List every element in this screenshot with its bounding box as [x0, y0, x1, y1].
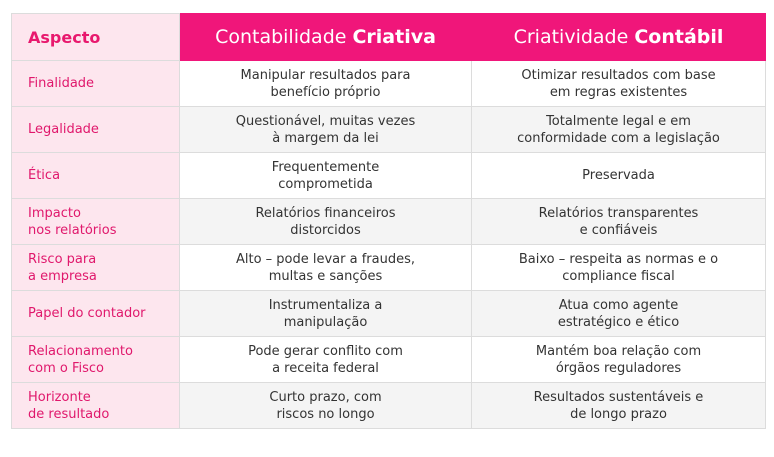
comparison-table-container [11, 13, 765, 429]
criatividade-contabil-cell-line: Totalmente legal e em [546, 113, 691, 129]
contabilidade-criativa-cell-line: Alto – pode levar a fraudes, [235, 251, 416, 267]
header-aspect: Aspecto [12, 14, 180, 61]
contabilidade-criativa-cell-line: distorcidos [290, 222, 361, 238]
table-body [12, 61, 766, 429]
table-row [12, 383, 766, 429]
aspect-cell-line: a empresa [28, 268, 97, 284]
header-col2-bold: Contábil [634, 26, 724, 48]
aspect-cell-line: Risco para [28, 251, 97, 267]
header-col2-regular: Criatividade [513, 26, 635, 48]
contabilidade-criativa-cell [180, 107, 472, 153]
contabilidade-criativa-cell-line: a receita federal [272, 360, 379, 376]
contabilidade-criativa-cell-line: Questionável, muitas vezes [235, 113, 416, 129]
aspect-cell-line: Relacionamento [28, 343, 133, 359]
criatividade-contabil-cell [472, 245, 766, 291]
criatividade-contabil-cell [472, 199, 766, 245]
aspect-cell [12, 153, 180, 199]
criatividade-contabil-cell-line: em regras existentes [549, 84, 688, 100]
table-row [12, 61, 766, 107]
criatividade-contabil-cell [472, 61, 766, 107]
criatividade-contabil-cell [472, 337, 766, 383]
criatividade-contabil-cell [472, 291, 766, 337]
aspect-cell-line: nos relatórios [28, 222, 117, 238]
contabilidade-criativa-cell-line: comprometida [278, 176, 373, 192]
aspect-cell [12, 245, 180, 291]
aspect-cell [12, 107, 180, 153]
contabilidade-criativa-cell-line: Manipular resultados para [240, 67, 411, 83]
contabilidade-criativa-cell-line: manipulação [283, 314, 368, 330]
aspect-cell-line: Impacto [28, 205, 81, 221]
criatividade-contabil-cell-line: e confiáveis [579, 222, 658, 238]
table-row [12, 199, 766, 245]
criatividade-contabil-cell-line: órgãos reguladores [555, 360, 682, 376]
aspect-cell [12, 383, 180, 429]
criatividade-contabil-cell-line: Preservada [582, 168, 655, 183]
aspect-cell-line: Finalidade [28, 76, 95, 91]
aspect-cell-line: Papel do contador [28, 306, 146, 321]
contabilidade-criativa-cell-line: Frequentemente [271, 159, 380, 175]
aspect-cell-line: Legalidade [28, 122, 99, 137]
comparison-table [11, 13, 766, 429]
criatividade-contabil-cell-line: Relatórios transparentes [538, 205, 699, 221]
aspect-cell [12, 199, 180, 245]
table-row [12, 245, 766, 291]
criatividade-contabil-cell-line: conformidade com a legislação [517, 130, 720, 146]
criatividade-contabil-cell [472, 383, 766, 429]
aspect-cell-line: com o Fisco [28, 360, 105, 376]
contabilidade-criativa-cell [180, 61, 472, 107]
table-row [12, 107, 766, 153]
table-row [12, 291, 766, 337]
contabilidade-criativa-cell [180, 153, 472, 199]
criatividade-contabil-cell [472, 153, 766, 199]
aspect-cell [12, 61, 180, 107]
contabilidade-criativa-cell [180, 383, 472, 429]
contabilidade-criativa-cell-line: multas e sanções [268, 268, 383, 284]
criatividade-contabil-cell-line: estratégico e ético [557, 314, 680, 330]
aspect-cell [12, 291, 180, 337]
contabilidade-criativa-cell-line: Instrumentaliza a [268, 297, 383, 313]
header-contabilidade-criativa [180, 14, 472, 61]
criatividade-contabil-cell-line: Resultados sustentáveis e [533, 389, 704, 405]
criatividade-contabil-cell-line: de longo prazo [570, 406, 667, 422]
aspect-cell-line: de resultado [28, 406, 110, 422]
contabilidade-criativa-cell-line: Pode gerar conflito com [248, 343, 403, 359]
contabilidade-criativa-cell-line: à margem da lei [272, 130, 379, 146]
header-criatividade-contabil [472, 14, 766, 61]
criatividade-contabil-cell [472, 107, 766, 153]
contabilidade-criativa-cell-line: Relatórios financeiros [255, 205, 396, 221]
contabilidade-criativa-cell-line: riscos no longo [276, 406, 375, 422]
criatividade-contabil-cell-line: Mantém boa relação com [535, 343, 702, 359]
header-col1-bold: Criativa [352, 26, 436, 48]
contabilidade-criativa-cell-line: benefício próprio [270, 84, 381, 100]
contabilidade-criativa-cell [180, 291, 472, 337]
table-row [12, 153, 766, 199]
criatividade-contabil-cell-line: compliance fiscal [562, 268, 675, 284]
aspect-cell-line: Horizonte [28, 389, 91, 405]
aspect-cell [12, 337, 180, 383]
contabilidade-criativa-cell [180, 337, 472, 383]
contabilidade-criativa-cell [180, 199, 472, 245]
criatividade-contabil-cell-line: Atua como agente [558, 297, 679, 313]
criatividade-contabil-cell-line: Otimizar resultados com base [521, 67, 716, 83]
contabilidade-criativa-cell [180, 245, 472, 291]
table-row [12, 337, 766, 383]
criatividade-contabil-cell-line: Baixo – respeita as normas e o [518, 251, 719, 267]
header-col1-regular: Contabilidade [215, 26, 353, 48]
table-header-row [12, 14, 766, 61]
contabilidade-criativa-cell-line: Curto prazo, com [269, 389, 382, 405]
aspect-cell-line: Ética [28, 168, 61, 183]
